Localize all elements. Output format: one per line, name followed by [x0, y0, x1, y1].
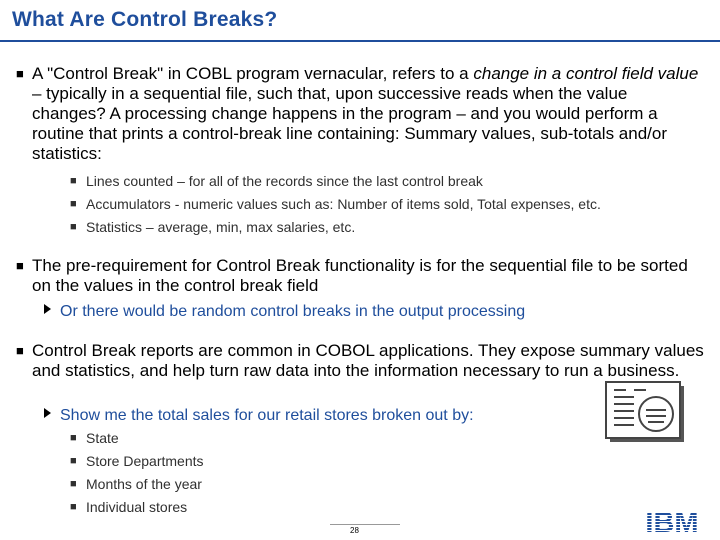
bullet-sort-requirement: [16, 256, 704, 296]
square-bullet-icon: ■: [70, 455, 77, 467]
sub-item-text: State: [86, 430, 119, 446]
bullet-text-pre: A "Control Break" in COBL program vernacular, refers to a: [32, 64, 474, 83]
square-bullet-icon: ■: [16, 66, 24, 81]
bullet-text-post: – typically in a sequential file, such that, upon successive reads when the value changes? A processing change happens in the program – and you would perform a routine that prints a control-break line containing: Summary values, sub-totals and/or statistics:: [32, 84, 667, 163]
sub-bullet-random-breaks: [60, 302, 700, 321]
square-bullet-icon: ■: [70, 478, 77, 490]
slide-title: What Are Control Breaks?: [12, 8, 278, 31]
sub-item-months: [70, 476, 706, 493]
report-document-icon: [604, 380, 686, 444]
title-underline: [0, 40, 720, 42]
bullet-text: Control Break reports are common in COBOL applications. They expose summary values and statistics, and help turn raw data into the information necessary to run a business.: [32, 341, 704, 380]
sub-item-text: Store Departments: [86, 453, 204, 469]
ibm-logo: [637, 507, 707, 535]
sub-bullet-accumulators: [70, 196, 706, 213]
square-bullet-icon: ■: [70, 432, 77, 444]
triangle-bullet-icon: [44, 304, 51, 314]
page-number: 28: [350, 526, 359, 535]
sub-bullet-statistics: [70, 219, 706, 236]
sub-item-store-departments: [70, 453, 706, 470]
sub-bullet-text: Show me the total sales for our retail stores broken out by:: [60, 407, 474, 424]
footer-rule: [330, 524, 400, 525]
sub-bullet-text: Statistics – average, min, max salaries, etc.: [86, 219, 356, 235]
square-bullet-icon: ■: [70, 501, 77, 513]
sub-item-individual-stores: [70, 499, 706, 516]
sub-bullet-text: Or there would be random control breaks in the output processing: [60, 303, 526, 320]
sub-bullet-text: Accumulators - numeric values such as: Number of items sold, Total expenses, etc.: [86, 196, 601, 212]
square-bullet-icon: ■: [16, 343, 24, 358]
bullet-reports-common: [16, 341, 704, 381]
ibm-logo-wordmark: IBM: [645, 507, 699, 535]
bullet-text-emphasis: change in a control field value: [473, 64, 699, 83]
bullet-text: The pre-requirement for Control Break functionality is for the sequential file to be sorted on the values in the control break field: [32, 256, 688, 295]
square-bullet-icon: ■: [70, 221, 77, 233]
bullet-control-break-definition: [16, 64, 704, 164]
sub-item-text: Individual stores: [86, 499, 188, 515]
square-bullet-icon: ■: [70, 175, 77, 187]
sub-item-text: Months of the year: [86, 476, 202, 492]
triangle-bullet-icon: [44, 408, 51, 418]
square-bullet-icon: ■: [16, 258, 24, 273]
sub-bullet-text: Lines counted – for all of the records since the last control break: [86, 173, 483, 189]
square-bullet-icon: ■: [70, 198, 77, 210]
sub-bullet-lines-counted: [70, 173, 706, 190]
